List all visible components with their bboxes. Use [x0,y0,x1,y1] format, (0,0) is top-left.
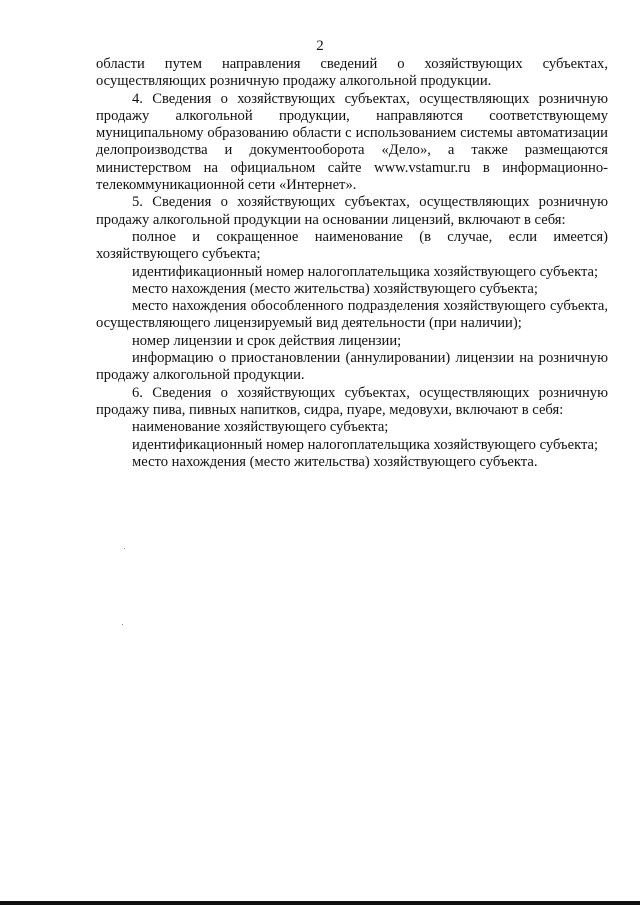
list-item-location-2: место нахождения (место жительства) хозяйствующего субъекта. [132,453,538,470]
paragraph-item-5: 5. Сведения о хозяйствующих субъектах, осуществляющих розничную продажу алкогольной продукции на основании лицензий, включают в себя: [96,194,608,228]
list-item-license-number: номер лицензии и срок действия лицензии; [132,332,402,349]
list-item-branch-location: место нахождения обособленного подразделения хозяйствующего субъекта, осуществляющего лицензируемый вид деятельности (при наличии); [96,298,608,332]
list-item-inn-2: идентификационный номер налогоплательщика хозяйствующего субъекта; [132,436,599,453]
list-item-license-suspension: информацию о приостановлении (аннулировании) лицензии на розничную продажу алкогольной продукции. [96,350,608,384]
paragraph-item-4: 4. Сведения о хозяйствующих субъектах, осуществляющих розничную продажу алкогольной продукции, направляются соответствующему муниципальному образованию области с использованием системы автоматизации делопроизводства и документооборота «Дело», а также размещаются министерством на официальном сайте www.vstamur.ru в информационно-телекоммуникационной сети «Интернет». [96,90,608,194]
scan-speck [122,624,123,625]
list-item-inn: идентификационный номер налогоплательщика хозяйствующего субъекта; [132,263,599,280]
page-number: 2 [316,38,324,54]
list-item-name: наименование хозяйствующего субъекта; [132,419,389,436]
document-body [96,56,608,471]
paragraph-item-6: 6. Сведения о хозяйствующих субъектах, осуществляющих розничную продажу пива, пивных напитков, сидра, пуаре, медовухи, включают в себя: [96,384,608,418]
scan-speck [124,548,125,549]
paragraph-continuation: области путем направления сведений о хозяйствующих субъектах, осуществляющих розничную продажу алкогольной продукции. [96,56,608,90]
list-item-location: место нахождения (место жительства) хозяйствующего субъекта; [132,280,538,297]
scan-bottom-edge [0,901,640,905]
list-item-full-name: полное и сокращенное наименование (в случае, если имеется) хозяйствующего субъекта; [96,228,608,263]
